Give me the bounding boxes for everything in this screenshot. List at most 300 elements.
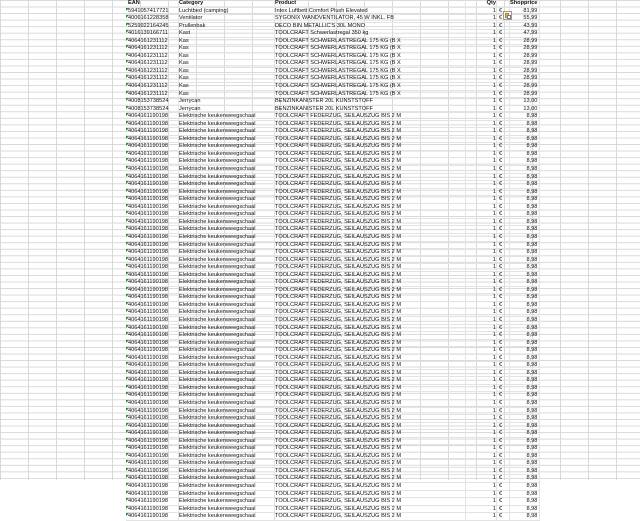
product-cell[interactable]: TOOLCRAFT FEDERZUG, SEILAUSZUG BIS 2 M — [275, 377, 466, 385]
qty-cell[interactable]: 1 — [466, 15, 497, 23]
currency-cell[interactable]: € — [497, 271, 510, 279]
category-cell[interactable]: Elektrische keukenweegschaal — [179, 264, 275, 272]
ean-cell[interactable] — [126, 52, 179, 60]
ean-cell[interactable] — [126, 90, 179, 98]
product-cell[interactable]: TOOLCRAFT FEDERZUG, SEILAUSZUG BIS 2 M — [275, 203, 466, 211]
price-cell[interactable]: 81,99 — [510, 7, 540, 15]
currency-cell[interactable]: € — [497, 339, 510, 347]
price-cell[interactable]: 8,98 — [510, 384, 540, 392]
price-cell[interactable]: 8,98 — [510, 316, 540, 324]
product-cell[interactable]: TOOLCRAFT FEDERZUG, SEILAUSZUG BIS 2 M — [275, 392, 466, 400]
product-cell[interactable]: TOOLCRAFT FEDERZUG, SEILAUSZUG BIS 2 M — [275, 460, 466, 468]
currency-cell[interactable]: € — [497, 316, 510, 324]
currency-cell[interactable]: € — [497, 286, 510, 294]
category-cell[interactable]: Kas — [179, 90, 275, 98]
number-as-text-warning-icon[interactable] — [126, 151, 129, 154]
number-as-text-warning-icon[interactable] — [126, 166, 129, 169]
product-cell[interactable]: TOOLCRAFT SCHWERLASTREGAL 175 KG (B X — [275, 52, 466, 60]
product-cell[interactable]: TOOLCRAFT FEDERZUG, SEILAUSZUG BIS 2 M — [275, 301, 466, 309]
currency-cell[interactable]: € — [497, 22, 510, 30]
qty-cell[interactable]: 1 — [466, 128, 497, 136]
currency-cell[interactable]: € — [497, 218, 510, 226]
product-cell[interactable]: TOOLCRAFT Schwerlastregal 350 kg — [275, 30, 466, 38]
category-cell[interactable]: Elektrische keukenweegschaal — [179, 218, 275, 226]
number-as-text-warning-icon[interactable] — [126, 287, 129, 290]
qty-cell[interactable]: 1 — [466, 384, 497, 392]
qty-cell[interactable]: 1 — [466, 83, 497, 91]
category-cell[interactable]: Elektrische keukenweegschaal — [179, 332, 275, 340]
price-cell[interactable]: 28,99 — [510, 52, 540, 60]
price-cell[interactable]: 55,99 — [510, 15, 540, 23]
product-cell[interactable]: TOOLCRAFT FEDERZUG, SEILAUSZUG BIS 2 M — [275, 120, 466, 128]
ean-cell[interactable] — [126, 128, 179, 136]
category-cell[interactable]: Elektrische keukenweegschaal — [179, 437, 275, 445]
product-cell[interactable]: TOOLCRAFT FEDERZUG, SEILAUSZUG BIS 2 M — [275, 407, 466, 415]
category-cell[interactable]: Elektrische keukenweegschaal — [179, 324, 275, 332]
qty-cell[interactable]: 1 — [466, 483, 497, 491]
qty-cell[interactable]: 1 — [466, 271, 497, 279]
qty-cell[interactable]: 1 — [466, 7, 497, 15]
category-cell[interactable]: Elektrische keukenweegschaal — [179, 384, 275, 392]
ean-cell[interactable] — [126, 173, 179, 181]
number-as-text-warning-icon[interactable] — [126, 219, 129, 222]
currency-cell[interactable]: € — [497, 301, 510, 309]
qty-cell[interactable]: 1 — [466, 332, 497, 340]
price-cell[interactable]: 8,98 — [510, 173, 540, 181]
product-cell[interactable]: TOOLCRAFT FEDERZUG, SEILAUSZUG BIS 2 M — [275, 430, 466, 438]
number-as-text-warning-icon[interactable] — [126, 8, 129, 11]
ean-cell[interactable] — [126, 369, 179, 377]
ean-cell[interactable] — [126, 233, 179, 241]
product-cell[interactable]: TOOLCRAFT SCHWERLASTREGAL 175 KG (B X — [275, 75, 466, 83]
currency-cell[interactable]: € — [497, 233, 510, 241]
ean-cell[interactable] — [126, 83, 179, 91]
ean-cell[interactable] — [126, 490, 179, 498]
ean-cell[interactable] — [126, 384, 179, 392]
ean-cell[interactable] — [126, 498, 179, 506]
number-as-text-warning-icon[interactable] — [126, 60, 129, 63]
category-cell[interactable]: Elektrische keukenweegschaal — [179, 460, 275, 468]
qty-cell[interactable]: 1 — [466, 286, 497, 294]
currency-cell[interactable]: € — [497, 347, 510, 355]
currency-cell[interactable]: € — [497, 513, 510, 521]
currency-cell[interactable]: € — [497, 256, 510, 264]
ean-cell[interactable] — [126, 120, 179, 128]
product-cell[interactable]: TOOLCRAFT FEDERZUG, SEILAUSZUG BIS 2 M — [275, 241, 466, 249]
category-cell[interactable]: Elektrische keukenweegschaal — [179, 369, 275, 377]
qty-cell[interactable]: 1 — [466, 407, 497, 415]
category-cell[interactable]: Elektrische keukenweegschaal — [179, 422, 275, 430]
qty-cell[interactable]: 1 — [466, 120, 497, 128]
category-cell[interactable]: Elektrische keukenweegschaal — [179, 354, 275, 362]
currency-cell[interactable]: € — [497, 407, 510, 415]
number-as-text-warning-icon[interactable] — [126, 325, 129, 328]
category-cell[interactable]: Elektrische keukenweegschaal — [179, 498, 275, 506]
ean-cell[interactable] — [126, 513, 179, 521]
price-cell[interactable]: 8,98 — [510, 211, 540, 219]
qty-cell[interactable]: 1 — [466, 467, 497, 475]
product-cell[interactable]: TOOLCRAFT FEDERZUG, SEILAUSZUG BIS 2 M — [275, 226, 466, 234]
price-cell[interactable]: 8,98 — [510, 279, 540, 287]
category-cell[interactable]: Elektrische keukenweegschaal — [179, 158, 275, 166]
qty-cell[interactable]: 1 — [466, 415, 497, 423]
price-cell[interactable]: 8,98 — [510, 422, 540, 430]
product-cell[interactable]: TOOLCRAFT FEDERZUG, SEILAUSZUG BIS 2 M — [275, 475, 466, 483]
number-as-text-warning-icon[interactable] — [126, 392, 129, 395]
ean-cell[interactable] — [126, 75, 179, 83]
number-as-text-warning-icon[interactable] — [126, 15, 129, 18]
product-cell[interactable]: TOOLCRAFT FEDERZUG, SEILAUSZUG BIS 2 M — [275, 294, 466, 302]
number-as-text-warning-icon[interactable] — [126, 234, 129, 237]
ean-cell[interactable] — [126, 67, 179, 75]
ean-cell[interactable] — [126, 467, 179, 475]
category-cell[interactable]: Elektrische keukenweegschaal — [179, 513, 275, 521]
currency-cell[interactable]: € — [497, 158, 510, 166]
currency-cell[interactable]: € — [497, 294, 510, 302]
number-as-text-warning-icon[interactable] — [126, 438, 129, 441]
ean-cell[interactable] — [126, 392, 179, 400]
ean-cell[interactable] — [126, 105, 179, 113]
currency-cell[interactable]: € — [497, 203, 510, 211]
price-cell[interactable]: 8,98 — [510, 513, 540, 521]
product-cell[interactable]: TOOLCRAFT FEDERZUG, SEILAUSZUG BIS 2 M — [275, 316, 466, 324]
price-cell[interactable]: 8,98 — [510, 203, 540, 211]
product-cell[interactable]: TOOLCRAFT SCHWERLASTREGAL 175 KG (B X — [275, 83, 466, 91]
price-cell[interactable]: 8,98 — [510, 166, 540, 174]
qty-cell[interactable]: 1 — [466, 264, 497, 272]
currency-cell[interactable]: € — [497, 467, 510, 475]
qty-cell[interactable]: 1 — [466, 45, 497, 53]
currency-cell[interactable]: € — [497, 445, 510, 453]
number-as-text-warning-icon[interactable] — [126, 30, 129, 33]
qty-cell[interactable]: 1 — [466, 150, 497, 158]
category-cell[interactable]: Elektrische keukenweegschaal — [179, 203, 275, 211]
category-cell[interactable]: Elektrische keukenweegschaal — [179, 309, 275, 317]
price-cell[interactable]: 13,00 — [510, 105, 540, 113]
currency-cell[interactable]: € — [497, 354, 510, 362]
number-as-text-warning-icon[interactable] — [126, 257, 129, 260]
price-cell[interactable]: 8,98 — [510, 452, 540, 460]
price-cell[interactable]: 8,98 — [510, 369, 540, 377]
price-cell[interactable]: 13,00 — [510, 98, 540, 106]
number-as-text-warning-icon[interactable] — [126, 294, 129, 297]
category-cell[interactable]: Elektrische keukenweegschaal — [179, 249, 275, 257]
currency-cell[interactable]: € — [497, 415, 510, 423]
number-as-text-warning-icon[interactable] — [126, 430, 129, 433]
currency-cell[interactable]: € — [497, 128, 510, 136]
number-as-text-warning-icon[interactable] — [126, 498, 129, 501]
price-cell[interactable]: 8,98 — [510, 467, 540, 475]
currency-cell[interactable]: € — [497, 505, 510, 513]
qty-cell[interactable]: 1 — [466, 490, 497, 498]
number-as-text-warning-icon[interactable] — [126, 45, 129, 48]
ean-cell[interactable] — [126, 445, 179, 453]
price-cell[interactable]: 28,99 — [510, 75, 540, 83]
number-as-text-warning-icon[interactable] — [126, 317, 129, 320]
ean-cell[interactable] — [126, 483, 179, 491]
category-cell[interactable]: Elektrische keukenweegschaal — [179, 135, 275, 143]
category-cell[interactable]: Elektrische keukenweegschaal — [179, 407, 275, 415]
price-cell[interactable]: 8,98 — [510, 392, 540, 400]
number-as-text-warning-icon[interactable] — [126, 174, 129, 177]
currency-cell[interactable]: € — [497, 392, 510, 400]
product-cell[interactable]: TOOLCRAFT FEDERZUG, SEILAUSZUG BIS 2 M — [275, 113, 466, 121]
product-cell[interactable]: TOOLCRAFT FEDERZUG, SEILAUSZUG BIS 2 M — [275, 286, 466, 294]
ean-cell[interactable] — [126, 324, 179, 332]
product-cell[interactable]: TOOLCRAFT FEDERZUG, SEILAUSZUG BIS 2 M — [275, 128, 466, 136]
qty-cell[interactable]: 1 — [466, 294, 497, 302]
ean-cell[interactable] — [126, 271, 179, 279]
ean-cell[interactable] — [126, 37, 179, 45]
product-cell[interactable]: TOOLCRAFT FEDERZUG, SEILAUSZUG BIS 2 M — [275, 399, 466, 407]
number-as-text-warning-icon[interactable] — [126, 377, 129, 380]
currency-cell[interactable]: € — [497, 460, 510, 468]
category-cell[interactable]: Elektrische keukenweegschaal — [179, 181, 275, 189]
qty-cell[interactable]: 1 — [466, 143, 497, 151]
qty-cell[interactable]: 1 — [466, 211, 497, 219]
ean-cell[interactable] — [126, 22, 179, 30]
qty-cell[interactable]: 1 — [466, 52, 497, 60]
qty-cell[interactable]: 1 — [466, 505, 497, 513]
qty-cell[interactable]: 1 — [466, 316, 497, 324]
price-cell[interactable]: 8,98 — [510, 407, 540, 415]
ean-cell[interactable] — [126, 377, 179, 385]
number-as-text-warning-icon[interactable] — [126, 242, 129, 245]
price-cell[interactable]: 8,98 — [510, 490, 540, 498]
ean-cell[interactable] — [126, 45, 179, 53]
qty-cell[interactable]: 1 — [466, 309, 497, 317]
currency-cell[interactable]: € — [497, 399, 510, 407]
price-cell[interactable]: 8,98 — [510, 233, 540, 241]
product-cell[interactable]: DECO BIN METALLIC'S 30L MONO — [275, 22, 466, 30]
price-cell[interactable]: 8,98 — [510, 339, 540, 347]
qty-cell[interactable]: 1 — [466, 445, 497, 453]
product-cell[interactable]: TOOLCRAFT FEDERZUG, SEILAUSZUG BIS 2 M — [275, 181, 466, 189]
ean-cell[interactable] — [126, 332, 179, 340]
product-cell[interactable]: TOOLCRAFT FEDERZUG, SEILAUSZUG BIS 2 M — [275, 498, 466, 506]
qty-cell[interactable]: 1 — [466, 113, 497, 121]
number-as-text-warning-icon[interactable] — [126, 445, 129, 448]
number-as-text-warning-icon[interactable] — [126, 423, 129, 426]
ean-cell[interactable] — [126, 241, 179, 249]
number-as-text-warning-icon[interactable] — [126, 158, 129, 161]
qty-cell[interactable]: 1 — [466, 249, 497, 257]
product-cell[interactable]: TOOLCRAFT FEDERZUG, SEILAUSZUG BIS 2 M — [275, 196, 466, 204]
qty-cell[interactable]: 1 — [466, 22, 497, 30]
product-cell[interactable]: TOOLCRAFT FEDERZUG, SEILAUSZUG BIS 2 M — [275, 490, 466, 498]
ean-cell[interactable] — [126, 188, 179, 196]
currency-cell[interactable]: € — [497, 188, 510, 196]
product-cell[interactable]: TOOLCRAFT SCHWERLASTREGAL 175 KG (B X — [275, 60, 466, 68]
category-cell[interactable]: Elektrische keukenweegschaal — [179, 415, 275, 423]
price-cell[interactable]: 8,98 — [510, 460, 540, 468]
price-cell[interactable]: 8,98 — [510, 475, 540, 483]
qty-cell[interactable]: 1 — [466, 362, 497, 370]
price-cell[interactable]: 8,98 — [510, 445, 540, 453]
product-cell[interactable]: TOOLCRAFT FEDERZUG, SEILAUSZUG BIS 2 M — [275, 271, 466, 279]
number-as-text-warning-icon[interactable] — [126, 75, 129, 78]
currency-cell[interactable]: € — [497, 15, 510, 23]
product-cell[interactable]: TOOLCRAFT FEDERZUG, SEILAUSZUG BIS 2 M — [275, 158, 466, 166]
currency-cell[interactable]: € — [497, 143, 510, 151]
qty-cell[interactable]: 1 — [466, 98, 497, 106]
number-as-text-warning-icon[interactable] — [126, 204, 129, 207]
header-ean[interactable]: EAN — [126, 0, 179, 7]
product-cell[interactable]: TOOLCRAFT FEDERZUG, SEILAUSZUG BIS 2 M — [275, 347, 466, 355]
number-as-text-warning-icon[interactable] — [126, 136, 129, 139]
category-cell[interactable]: Elektrische keukenweegschaal — [179, 301, 275, 309]
currency-cell[interactable]: € — [497, 324, 510, 332]
ean-cell[interactable] — [126, 294, 179, 302]
number-as-text-warning-icon[interactable] — [126, 513, 129, 516]
qty-cell[interactable]: 1 — [466, 196, 497, 204]
qty-cell[interactable]: 1 — [466, 256, 497, 264]
price-cell[interactable]: 8,98 — [510, 483, 540, 491]
currency-cell[interactable]: € — [497, 384, 510, 392]
number-as-text-warning-icon[interactable] — [126, 385, 129, 388]
ean-cell[interactable] — [126, 181, 179, 189]
qty-cell[interactable]: 1 — [466, 37, 497, 45]
number-as-text-warning-icon[interactable] — [126, 38, 129, 41]
ean-cell[interactable] — [126, 218, 179, 226]
currency-cell[interactable]: € — [497, 452, 510, 460]
qty-cell[interactable]: 1 — [466, 498, 497, 506]
price-cell[interactable]: 8,98 — [510, 196, 540, 204]
currency-cell[interactable]: € — [497, 490, 510, 498]
qty-cell[interactable]: 1 — [466, 181, 497, 189]
category-cell[interactable]: Elektrische keukenweegschaal — [179, 113, 275, 121]
category-cell[interactable]: Luchtbed (camping) — [179, 7, 275, 15]
ean-cell[interactable] — [126, 166, 179, 174]
category-cell[interactable]: Elektrische keukenweegschaal — [179, 347, 275, 355]
product-cell[interactable]: TOOLCRAFT FEDERZUG, SEILAUSZUG BIS 2 M — [275, 362, 466, 370]
category-cell[interactable]: Elektrische keukenweegschaal — [179, 143, 275, 151]
ean-cell[interactable] — [126, 135, 179, 143]
currency-cell[interactable]: € — [497, 422, 510, 430]
qty-cell[interactable]: 1 — [466, 158, 497, 166]
product-cell[interactable]: TOOLCRAFT FEDERZUG, SEILAUSZUG BIS 2 M — [275, 279, 466, 287]
category-cell[interactable]: Elektrische keukenweegschaal — [179, 120, 275, 128]
product-cell[interactable]: BENZINKANISTER 20L KUNSTSTOFF — [275, 98, 466, 106]
qty-cell[interactable]: 1 — [466, 166, 497, 174]
category-cell[interactable]: Elektrische keukenweegschaal — [179, 430, 275, 438]
ean-cell[interactable] — [126, 347, 179, 355]
product-cell[interactable]: TOOLCRAFT FEDERZUG, SEILAUSZUG BIS 2 M — [275, 354, 466, 362]
category-cell[interactable]: Elektrische keukenweegschaal — [179, 188, 275, 196]
ean-cell[interactable] — [126, 211, 179, 219]
ean-cell[interactable] — [126, 399, 179, 407]
category-cell[interactable]: Prullenbak — [179, 22, 275, 30]
currency-cell[interactable]: € — [497, 437, 510, 445]
ean-cell[interactable] — [126, 415, 179, 423]
product-cell[interactable]: TOOLCRAFT FEDERZUG, SEILAUSZUG BIS 2 M — [275, 173, 466, 181]
ean-cell[interactable] — [126, 286, 179, 294]
product-cell[interactable]: TOOLCRAFT FEDERZUG, SEILAUSZUG BIS 2 M — [275, 483, 466, 491]
qty-cell[interactable]: 1 — [466, 460, 497, 468]
currency-cell[interactable]: € — [497, 309, 510, 317]
product-cell[interactable]: TOOLCRAFT FEDERZUG, SEILAUSZUG BIS 2 M — [275, 324, 466, 332]
ean-cell[interactable] — [126, 143, 179, 151]
number-as-text-warning-icon[interactable] — [126, 181, 129, 184]
category-cell[interactable]: Elektrische keukenweegschaal — [179, 211, 275, 219]
product-cell[interactable]: TOOLCRAFT FEDERZUG, SEILAUSZUG BIS 2 M — [275, 332, 466, 340]
category-cell[interactable]: Elektrische keukenweegschaal — [179, 256, 275, 264]
ean-cell[interactable] — [126, 430, 179, 438]
header-category[interactable]: Category — [179, 0, 275, 7]
product-cell[interactable]: TOOLCRAFT SCHWERLASTREGAL 175 KG (B X — [275, 90, 466, 98]
price-cell[interactable]: 8,98 — [510, 264, 540, 272]
currency-cell[interactable]: € — [497, 377, 510, 385]
currency-cell[interactable]: € — [497, 332, 510, 340]
qty-cell[interactable]: 1 — [466, 513, 497, 521]
ean-cell[interactable] — [126, 203, 179, 211]
number-as-text-warning-icon[interactable] — [126, 355, 129, 358]
number-as-text-warning-icon[interactable] — [126, 211, 129, 214]
category-cell[interactable]: Elektrische keukenweegschaal — [179, 316, 275, 324]
number-as-text-warning-icon[interactable] — [126, 415, 129, 418]
qty-cell[interactable]: 1 — [466, 422, 497, 430]
category-cell[interactable]: Elektrische keukenweegschaal — [179, 445, 275, 453]
category-cell[interactable]: Kast — [179, 30, 275, 38]
currency-cell[interactable]: € — [497, 67, 510, 75]
qty-cell[interactable]: 1 — [466, 354, 497, 362]
qty-cell[interactable]: 1 — [466, 339, 497, 347]
qty-cell[interactable]: 1 — [466, 135, 497, 143]
ean-cell[interactable] — [126, 422, 179, 430]
number-as-text-warning-icon[interactable] — [126, 91, 129, 94]
product-cell[interactable]: TOOLCRAFT FEDERZUG, SEILAUSZUG BIS 2 M — [275, 513, 466, 521]
category-cell[interactable]: Elektrische keukenweegschaal — [179, 483, 275, 491]
category-cell[interactable]: Kas — [179, 52, 275, 60]
ean-cell[interactable] — [126, 301, 179, 309]
category-cell[interactable]: Elektrische keukenweegschaal — [179, 475, 275, 483]
product-cell[interactable]: TOOLCRAFT FEDERZUG, SEILAUSZUG BIS 2 M — [275, 150, 466, 158]
ean-cell[interactable] — [126, 309, 179, 317]
ean-cell[interactable] — [126, 316, 179, 324]
number-as-text-warning-icon[interactable] — [126, 362, 129, 365]
price-cell[interactable]: 8,98 — [510, 415, 540, 423]
currency-cell[interactable]: € — [497, 98, 510, 106]
price-cell[interactable]: 8,98 — [510, 324, 540, 332]
price-cell[interactable]: 8,98 — [510, 143, 540, 151]
price-cell[interactable]: 8,98 — [510, 505, 540, 513]
category-cell[interactable]: Jerrycan — [179, 105, 275, 113]
price-cell[interactable]: 8,98 — [510, 347, 540, 355]
product-cell[interactable]: TOOLCRAFT FEDERZUG, SEILAUSZUG BIS 2 M — [275, 256, 466, 264]
product-cell[interactable]: Intex Luftbett Comfort Plush Elevated — [275, 7, 466, 15]
category-cell[interactable]: Elektrische keukenweegschaal — [179, 490, 275, 498]
product-cell[interactable]: TOOLCRAFT FEDERZUG, SEILAUSZUG BIS 2 M — [275, 135, 466, 143]
category-cell[interactable]: Elektrische keukenweegschaal — [179, 294, 275, 302]
product-cell[interactable]: TOOLCRAFT FEDERZUG, SEILAUSZUG BIS 2 M — [275, 384, 466, 392]
category-cell[interactable]: Elektrische keukenweegschaal — [179, 392, 275, 400]
number-as-text-warning-icon[interactable] — [126, 302, 129, 305]
currency-cell[interactable]: € — [497, 369, 510, 377]
category-cell[interactable]: Elektrische keukenweegschaal — [179, 166, 275, 174]
number-as-text-warning-icon[interactable] — [126, 83, 129, 86]
product-cell[interactable]: TOOLCRAFT FEDERZUG, SEILAUSZUG BIS 2 M — [275, 467, 466, 475]
ean-cell[interactable] — [126, 30, 179, 38]
ean-cell[interactable] — [126, 150, 179, 158]
currency-cell[interactable]: € — [497, 75, 510, 83]
currency-cell[interactable]: € — [497, 120, 510, 128]
qty-cell[interactable]: 1 — [466, 105, 497, 113]
ean-cell[interactable] — [126, 60, 179, 68]
number-as-text-warning-icon[interactable] — [126, 128, 129, 131]
paste-options-icon[interactable] — [503, 11, 512, 20]
currency-cell[interactable]: € — [497, 83, 510, 91]
currency-cell[interactable]: € — [497, 150, 510, 158]
